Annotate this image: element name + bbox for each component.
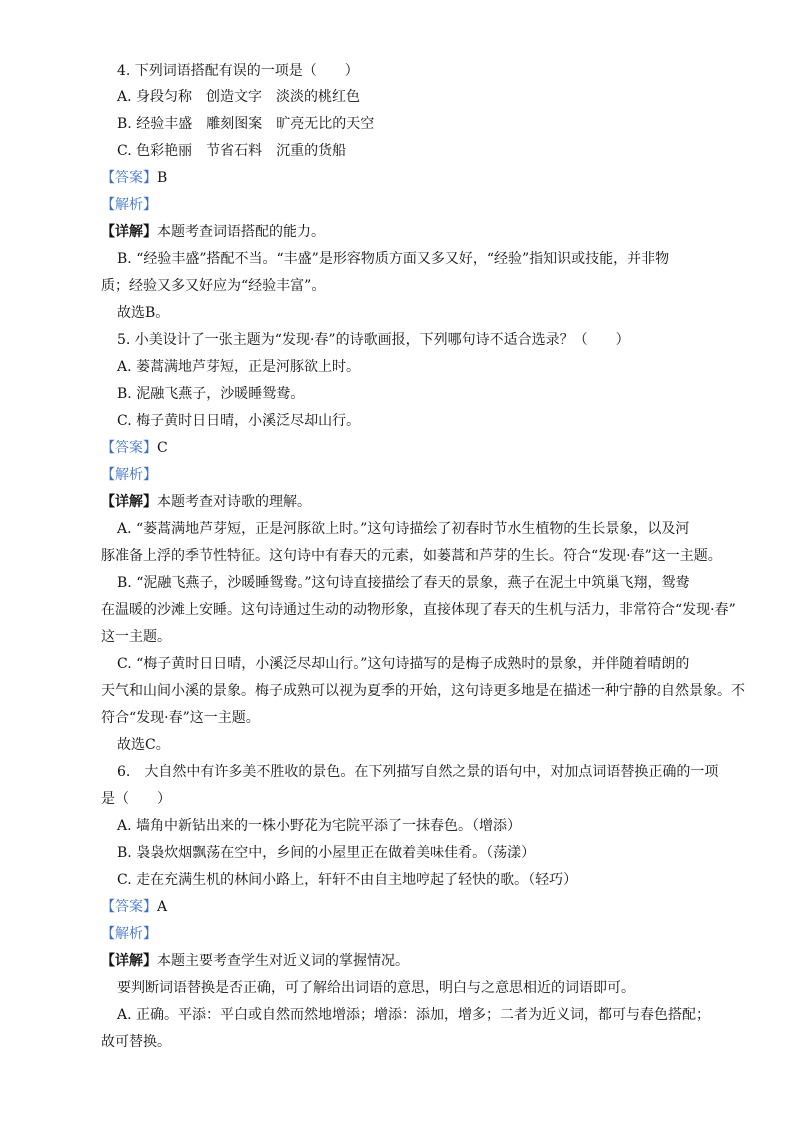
answer-tag: 【答案】 [101,899,157,915]
question-5-a-line-2: 豚准备上浮的季节性特征。这句诗中有春天的元素，如蒌蒿和芦芽的生长。符合“发现·春”这一主题。 [101,548,722,564]
analysis-tag: 【解析】 [101,926,157,942]
question-5-c-line-2: 天气和山间小溪的景象。梅子成熟可以视为夏季的开始，这句诗更多地是在描述一种宁静的自然景象。不 [101,683,745,699]
question-6-option-a: A. 墙角中新钻出来的一株小野花为宅院平添了一抹春色。（增添） [117,818,522,834]
question-6-answer [101,897,701,917]
question-5-c-line-1: C. “梅子黄时日日晴，小溪泛尽却山行。”这句诗描写的是梅子成熟时的景象，并伴随着晴朗的 [117,656,690,672]
question-4-detail [101,222,701,242]
answer-tag: 【答案】 [101,440,157,456]
question-5-b-line-1: B. “泥融飞燕子，沙暖睡鸳鸯。”这句诗直接描绘了春天的景象，燕子在泥土中筑巢飞翔，鸳鸯 [117,575,690,591]
question-4-explain-line-2: 质；经验又多又好应为“经验丰富”。 [101,278,326,294]
analysis-tag: 【解析】 [101,197,157,213]
question-6-detail [101,951,701,971]
question-5-c-line-3: 符合“发现·春”这一主题。 [101,710,260,726]
question-6-option-b: B. 袅袅炊烟飘荡在空中，乡间的小屋里正在做着美味佳肴。（荡漾） [117,845,536,861]
question-6-analysis-tag [101,924,701,944]
answer-value: B [157,170,168,186]
question-5-option-b: B. 泥融飞燕子，沙暖睡鸳鸯。 [117,386,305,402]
detail-tag: 【详解】 [101,953,157,969]
answer-value: A [157,899,168,915]
question-5-b-line-3: 这一主题。 [101,629,171,645]
question-5-option-a: A. 蒌蒿满地芦芽短，正是河豚欲上时。 [117,359,361,375]
question-4-option-c: C. 色彩艳丽 节省石料 沉重的货船 [117,143,347,159]
question-5-answer [101,438,701,458]
question-4-option-b: B. 经验丰盛 雕刻图案 旷亮无比的天空 [117,116,375,132]
detail-tag: 【详解】 [101,494,157,510]
question-6-stem-line-2: 是（ ） [101,791,171,807]
question-5-analysis-tag [101,465,701,485]
question-5-b-line-2: 在温暖的沙滩上安睡。这句诗通过生动的动物形象，直接体现了春天的生机与活力，非常符合“发现·春” [101,602,736,618]
question-5-stem: 5. 小美设计了一张主题为“发现·春”的诗歌画报，下列哪句诗不适合选录？（ ） [117,332,630,348]
answer-tag: 【答案】 [101,170,157,186]
question-5-a-line-1: A. “蒌蒿满地芦芽短，正是河豚欲上时。”这句诗描绘了初春时节水生植物的生长景象，以及河 [117,521,690,537]
question-5-conclusion: 故选C。 [117,737,170,753]
analysis-tag: 【解析】 [101,467,157,483]
answer-value: C [157,440,168,456]
question-4-conclusion: 故选B。 [117,305,170,321]
question-4-analysis-tag [101,195,701,215]
question-4-option-a: A. 身段匀称 创造文字 淡淡的桃红色 [117,89,361,105]
detail-tag: 【详解】 [101,224,157,240]
question-6-stem-line-1: 6. 大自然中有许多美不胜收的景色。在下列描写自然之景的语句中，对加点词语替换正确的一项 [117,764,719,780]
question-4-stem: 4. 下列词语搭配有误的一项是（ ） [117,63,359,79]
question-6-a-line-2: 故可替换。 [101,1034,171,1050]
detail-text: 本题主要考查学生对近义词的掌握情况。 [157,953,409,969]
detail-text: 本题考查词语搭配的能力。 [157,224,325,240]
question-4-explain-line-1: B. “经验丰盛”搭配不当。“丰盛”是形容物质方面又多又好，“经验”指知识或技能，并非物 [117,251,670,267]
question-6-option-c: C. 走在充满生机的林间小路上，轩轩不由自主地哼起了轻快的歌。（轻巧） [117,872,578,888]
question-5-detail [101,492,701,512]
question-4-answer [101,168,701,188]
question-6-a-line-1: A. 正确。平添：平白或自然而然地增添；增添：添加，增多；二者为近义词，都可与春色搭配； [117,1007,711,1023]
question-6-method: 要判断词语替换是否正确，可了解给出词语的意思，明白与之意思相近的词语即可。 [117,980,635,996]
detail-text: 本题考查对诗歌的理解。 [157,494,311,510]
question-5-option-c: C. 梅子黄时日日晴，小溪泛尽却山行。 [117,413,361,429]
